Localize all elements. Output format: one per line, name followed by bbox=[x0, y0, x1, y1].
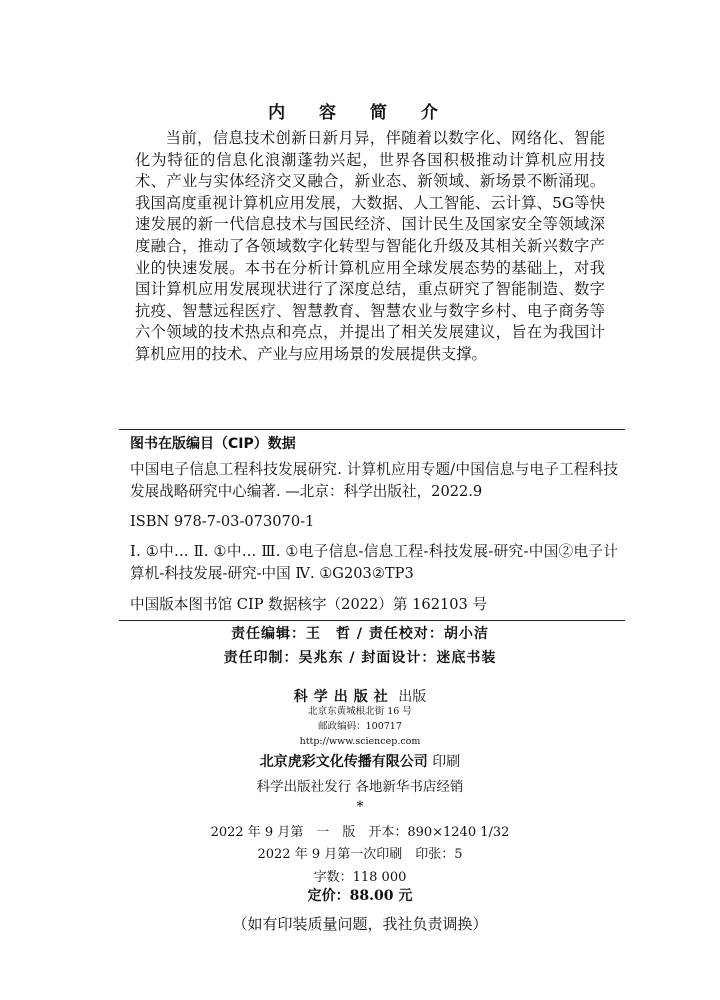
editor-credits: 责任编辑：王 哲 / 责任校对：胡小洁 bbox=[231, 626, 489, 642]
cip-description: 中国电子信息工程科技发展研究. 计算机应用专题/中国信息与电子工程科技发展战略研究中心编著. —北京：科学出版社，2022.9 bbox=[130, 461, 618, 500]
publisher-postcode: 邮政编码：100717 bbox=[318, 721, 402, 732]
publisher-suffix: 出版 bbox=[398, 689, 427, 705]
summary-title: 内 容 简 介 bbox=[268, 103, 452, 123]
printer-suffix: 印刷 bbox=[432, 754, 461, 770]
printer-line bbox=[0, 751, 720, 771]
distribution-line: 科学出版社发行 各地新华书店经销 bbox=[256, 779, 464, 795]
printer-name: 北京虎彩文化传播有限公司 bbox=[259, 754, 428, 770]
separator-star: * bbox=[356, 799, 364, 815]
edition-line: 2022 年 9 月第 一 版 开本：890×1240 1/32 bbox=[210, 825, 510, 840]
production-credits: 责任印制：吴兆东 / 封面设计：迷底书装 bbox=[223, 650, 497, 666]
cip-header: 图书在版编目（CIP）数据 bbox=[130, 436, 296, 452]
summary-body: 当前，信息技术创新日新月异，伴随着以数字化、网络化、智能化为特征的信息化浪潮蓬勃兴起，世界各国积极推动计算机应用技术、产业与实体经济交叉融合，新业态、新领域、新场景不断涌现。我国高度重视计算机应用发展，大数据、人工智能、云计算、5G等快速发展的新一代信息技术与国民经济、国计民生及国家安全等领域深度融合，推动了各领域数字化转型与智能化升级及其相关新兴数字产业的快速发展。本书在分析计算机应用全球发展态势的基础上，对我国计算机应用发展现状进行了深度总结，重点研究了智能制造、数字抗疫、智慧远程医疗、智慧教育、智慧农业与数字乡村、电子商务等六个领域的技术热点和亮点，并提出了相关发展建议，旨在为我国计算机应用的技术、产业与应用场景的发展提供支撑。 bbox=[135, 129, 605, 363]
cip-isbn: ISBN 978-7-03-073070-1 bbox=[130, 513, 315, 530]
quality-notice: （如有印装质量问题，我社负责调换） bbox=[232, 915, 488, 933]
cip-record-number: 中国版本图书馆 CIP 数据核字（2022）第 162103 号 bbox=[130, 596, 488, 613]
publisher-name: 科学出版社 bbox=[293, 689, 394, 705]
word-count: 字数：118 000 bbox=[313, 870, 407, 885]
price: 定价：88.00 元 bbox=[307, 888, 413, 904]
cip-bottom-rule bbox=[119, 620, 625, 621]
impression-line: 2022 年 9 月第一次印刷 印张：5 bbox=[257, 847, 463, 862]
cip-classification: Ⅰ. ①中… Ⅱ. ①中… Ⅲ. ①电子信息-信息工程-科技发展-研究-中国②电子计算机-科技发展-研究-中国 Ⅳ. ①G203②TP3 bbox=[130, 543, 618, 582]
publisher-line bbox=[0, 686, 720, 706]
publisher-address: 北京东黄城根北街 16 号 bbox=[308, 706, 412, 717]
publisher-url: http://www.sciencep.com bbox=[299, 736, 421, 747]
cip-top-rule bbox=[119, 429, 625, 430]
